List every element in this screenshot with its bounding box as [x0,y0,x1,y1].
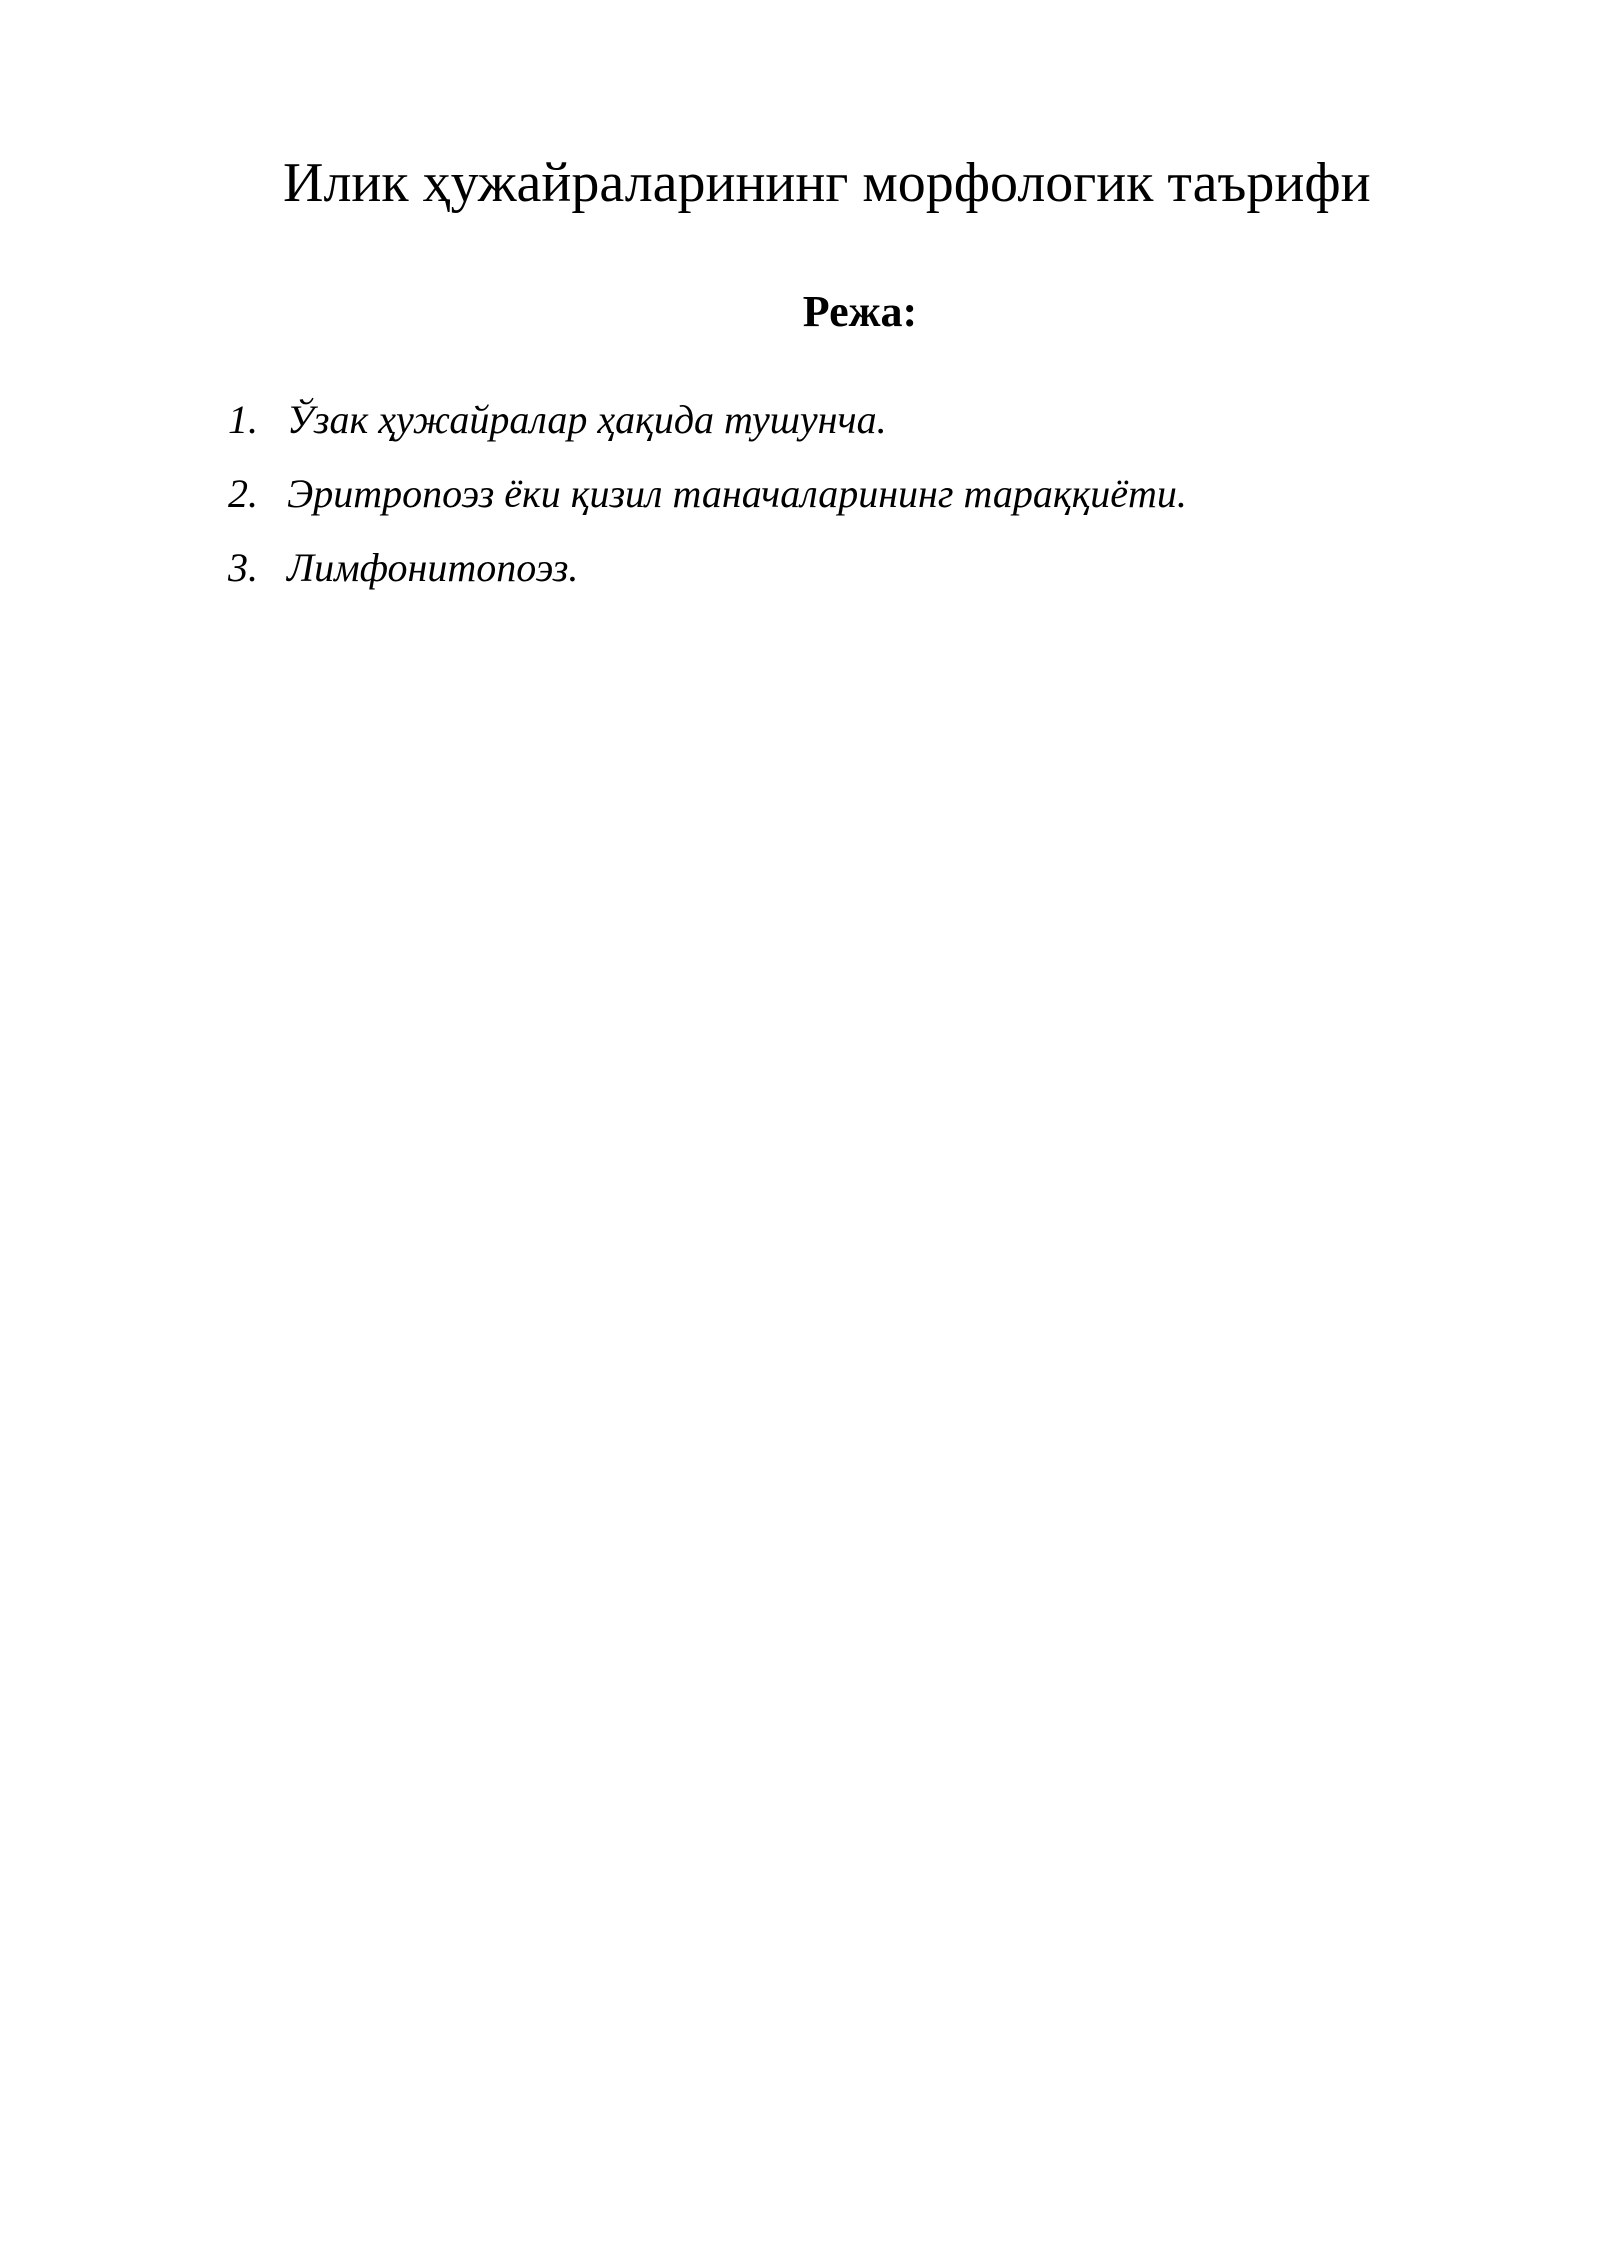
list-item-text: Лимфонитопоэз. [287,545,579,590]
list-item [228,396,1187,470]
list-item-number: 1. [228,397,258,442]
list-item [228,544,1187,618]
list-item-text: Ўзак ҳужайралар ҳақида тушунча. [287,397,887,442]
list-item [228,470,1187,544]
plan-heading: Режа: [802,287,918,336]
plan-list [228,396,1187,618]
list-item-text: Эритропоэз ёки қизил таначаларининг тараққиёти. [287,471,1187,516]
list-item-number: 3. [228,545,258,590]
document-title: Илик ҳужайраларининг морфологик таърифи [283,152,1371,214]
list-item-number: 2. [228,471,258,516]
